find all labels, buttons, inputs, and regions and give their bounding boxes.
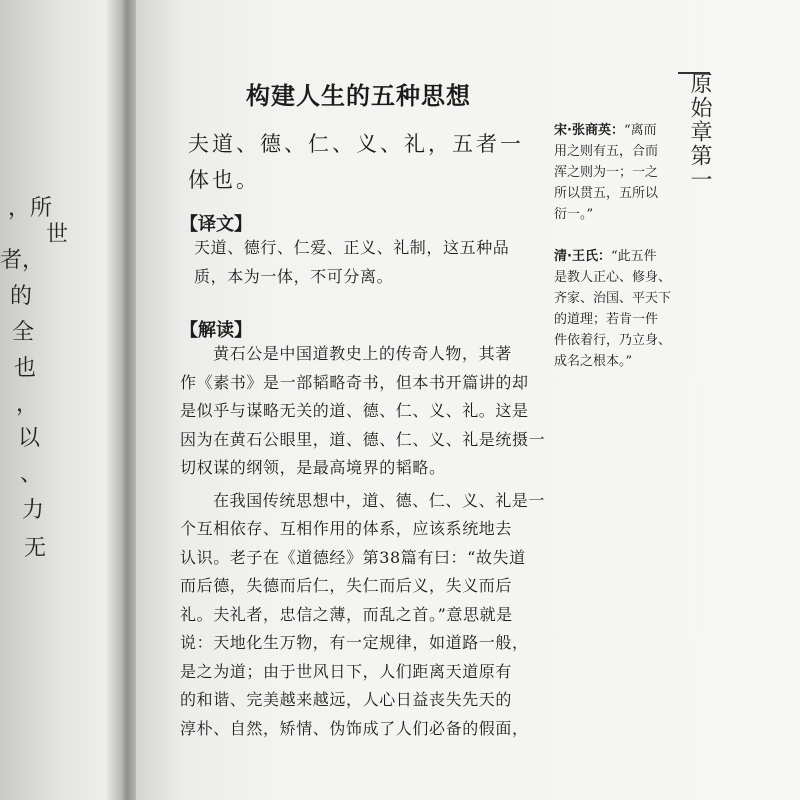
commentary-line: “离而 bbox=[623, 123, 657, 138]
commentary-line: 的道理；若肯一件 bbox=[554, 312, 659, 327]
interpretation-line: 而后德，失德而后仁，失仁而后义，失义而后 bbox=[180, 576, 513, 595]
commentary-line: 是教人正心、修身、 bbox=[554, 270, 672, 285]
interpretation-line: 礼。夫礼者，忠信之薄，而乱之首。”意思就是 bbox=[180, 604, 513, 624]
interpretation-line: 切权谋的纲领，是最高境界的韬略。 bbox=[180, 458, 446, 477]
interpretation-line: 因为在黄石公眼里，道、德、仁、义、礼是统摄一 bbox=[180, 429, 546, 449]
commentary-line: 衍一。” bbox=[554, 207, 594, 222]
interpretation-line: 认识。老子在《道德经》第38篇有曰：“故失道 bbox=[180, 547, 526, 567]
commentary-line: 浑之则为一；一之 bbox=[554, 165, 659, 180]
chapter-title: 构建人生的五种思想 bbox=[246, 82, 471, 110]
left-glyph: 全 bbox=[12, 320, 35, 345]
running-head: 原始章第一 bbox=[687, 72, 712, 192]
left-glyph: 力 bbox=[22, 498, 45, 523]
interpretation-line: 黄石公是中国道教史上的传奇人物，其著 bbox=[213, 344, 512, 363]
commentary-line: 用之则有五，合而 bbox=[554, 144, 659, 159]
left-glyph: 也 bbox=[14, 356, 37, 381]
interpretation-label: 【解读】 bbox=[180, 320, 252, 341]
interpretation-line: 是之为道；由于世风日下，人们距离天道原有 bbox=[180, 661, 513, 681]
commentary-line: 所以贯五，五所以 bbox=[554, 186, 659, 201]
left-glyph: 的 bbox=[10, 284, 33, 309]
left-glyph: 者， bbox=[0, 248, 45, 273]
interpretation-text bbox=[180, 340, 546, 743]
interpretation-line: 的和谐、完美越来越远，人心日益丧失先天的 bbox=[180, 690, 513, 709]
commentary-wang-shi bbox=[554, 246, 694, 372]
commentary-line: “此五件 bbox=[610, 249, 657, 264]
original-line: 夫道、德、仁、义、礼，五者一 bbox=[188, 132, 524, 156]
commentary-line: 件依着行，乃立身、 bbox=[554, 333, 672, 348]
translation-label: 【译文】 bbox=[180, 214, 252, 235]
commentary-name: 宋·张商英： bbox=[554, 123, 624, 138]
left-glyph: ，所 bbox=[8, 196, 53, 221]
translation-line: 天道、德行、仁爱、正义、礼制，这五种品 bbox=[194, 238, 510, 257]
commentary-name: 清·王氏： bbox=[554, 249, 611, 264]
translation-text bbox=[194, 234, 560, 291]
translation-line: 质，本为一体，不可分离。 bbox=[194, 266, 394, 286]
interpretation-line: 在我国传统思想中，道、德、仁、义、礼是一 bbox=[213, 490, 546, 510]
original-text bbox=[188, 126, 522, 198]
original-line: 体也。 bbox=[188, 168, 260, 192]
interpretation-line: 作《素书》是一部韬略奇书，但本书开篇讲的却 bbox=[180, 372, 529, 392]
left-glyph: 世 bbox=[46, 222, 69, 247]
left-page-edge-text bbox=[0, 182, 112, 782]
commentary-line: 齐家、治国、平天下 bbox=[554, 291, 672, 306]
commentary-line: 成名之根本。” bbox=[554, 354, 633, 369]
interpretation-line: 个互相依存、互相作用的体系，应该系统地去 bbox=[180, 519, 513, 538]
left-glyph: ， bbox=[16, 392, 39, 417]
interpretation-line: 淳朴、自然，矫情、伪饰成了人们必备的假面， bbox=[180, 718, 529, 738]
left-glyph: 、 bbox=[20, 462, 43, 487]
left-glyph: 以 bbox=[18, 426, 41, 451]
left-page bbox=[0, 0, 112, 800]
left-glyph: 无 bbox=[24, 536, 47, 561]
interpretation-line: 是似乎与谋略无关的道、德、仁、义、礼。这是 bbox=[180, 401, 529, 420]
interpretation-line: 说：天地化生万物，有一定规律，如道路一般， bbox=[180, 633, 529, 652]
commentary-zhang-shangying bbox=[554, 120, 694, 225]
